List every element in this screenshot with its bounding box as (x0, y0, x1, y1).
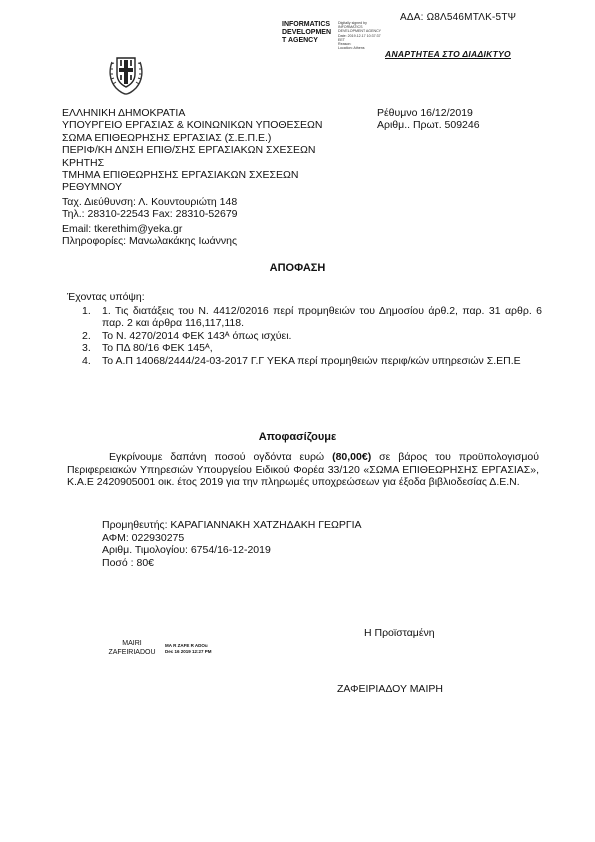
digital-signature-details (338, 21, 394, 50)
sender-line: ΥΠΟΥΡΓΕΙΟ ΕΡΓΑΣΙΑΣ & ΚΟΙΝΩΝΙΚΩΝ ΥΠΟΘΕΣΕΩΝ (62, 119, 323, 132)
stamp-detail-line: Date: 2019.12.17 10:37:37 (338, 33, 381, 38)
sender-info: Πληροφορίες: Μανωλακάκης Ιωάννης (62, 235, 238, 248)
stamp-detail-line: Location: Athens (338, 46, 365, 51)
signature-name-line: ZAFEIRIADOU (108, 649, 156, 656)
decision-amount: (80,00€) (332, 451, 372, 463)
sender-line: ΠΕΡΙΦ/ΚΗ ΔΝΣΗ ΕΠΙΘ/ΣΗΣ ΕΡΓΑΣΙΑΚΩΝ ΣΧΕΣΕΩΝ (62, 144, 316, 157)
list-item (72, 355, 542, 367)
list-text: Το Ν. 4270/2014 ΦΕΚ 143ᴬ όπως ισχύει. (102, 329, 292, 342)
sender-email: Email: tkerethim@yeka.gr (62, 222, 183, 235)
list-text: 1. Τις διατάξεις του Ν. 4412/02016 περί προμηθειών του Δημοσίου άρθ.2, παρ. 31 αρθρ. 6 παρ. 2 και άρθρα 116,117,118. (102, 305, 542, 330)
list-text: Το Α.Π 14068/2444/24-03-2017 Γ.Γ ΥΕΚΑ περί προμηθειών περιφ/κών υπηρεσιών Σ.ΕΠ.Ε (102, 354, 521, 367)
stamp-detail-line: EET (338, 37, 345, 42)
decision-text-before: Εγκρίνουμε δαπάνη ποσού ογδόντα ευρώ (109, 451, 333, 463)
digital-signature-meta (165, 643, 235, 654)
list-item (72, 305, 542, 330)
signatory-role: Η Προϊσταμένη (364, 627, 435, 639)
sender-line: ΤΜΗΜΑ ΕΠΙΘΕΩΡΗΣΗΣ ΕΡΓΑΣΙΑΚΩΝ ΣΧΕΣΕΩΝ (62, 169, 299, 182)
payment-amount: Ποσό : 80€ (102, 556, 155, 569)
stamp-line: T AGENCY (282, 37, 318, 44)
document-date: Ρέθυμνο 16/12/2019 (377, 107, 473, 119)
list-number: 3. (82, 342, 91, 355)
sender-line: ΕΛΛΗΝΙΚΗ ΔΗΜΟΚΡΑΤΙΑ (62, 107, 186, 119)
signer-name: ΖΑΦΕΙΡΙΑΔΟΥ ΜΑΙΡΗ (337, 683, 443, 695)
supplier: Προμηθευτής: ΚΑΡΑΓΙΑΝΝΑΚΗ ΧΑΤΖΗΔΑΚΗ ΓΕΩΡΓΙΑ (102, 519, 362, 531)
protocol-number: Αριθμ.. Πρωτ. 509246 (377, 119, 480, 132)
decision-text-after: σε βάρος του προϋπολογισμού Περιφερειακών Υπηρεσιών Υπουργείου Ειδικού Φορέα 33/120 «ΣΩΜΑ ΕΠΙΘΕΩΡΗΣΗΣ ΕΡΓΑΣΙΑΣ», Κ.Α.Ε 2420905001 οικ. έτος 2019 για την πληρωμές υποχρεώσεων για έξοδα βιβλιοδεσίας Δ.Ε.Ν. (67, 451, 539, 489)
considerations-intro: Έχοντας υπόψη: (67, 291, 145, 303)
list-item (72, 342, 542, 354)
publish-online-notice: ΑΝΑΡΤΗΤΕΑ ΣΤΟ ΔΙΑΔΙΚΤΥΟ (385, 49, 511, 59)
signature-meta-line: Dec 16 2019 12:27 PM (165, 648, 212, 654)
stamp-detail-line: Reason: (338, 42, 352, 47)
stamp-detail-line: DEVELOPMENT AGENCY (338, 29, 382, 34)
sender-line: ΣΩΜΑ ΕΠΙΘΕΩΡΗΣΗΣ ΕΡΓΑΣΙΑΣ (Σ.Ε.Π.Ε.) (62, 131, 272, 144)
list-number: 4. (82, 354, 91, 367)
date-protocol-block (377, 107, 480, 132)
decision-title: Αποφασίζουμε (258, 431, 337, 443)
payment-details (102, 519, 362, 569)
decision-text (67, 451, 539, 489)
stamp-detail-line: INFORMATICS (338, 25, 363, 30)
signature-meta-line: MA R ZAFE R ADOu (165, 643, 208, 648)
sender-address: Ταχ. Διεύθυνση: Λ. Κουντουριώτη 148 (62, 195, 238, 208)
sender-line: ΡΕΘΥΜΝΟΥ (62, 181, 123, 194)
tax-number: ΑΦΜ: 022930275 (102, 531, 185, 544)
list-number: 1. (82, 305, 91, 317)
sender-phone: Τηλ.: 28310-22543 Fax: 28310-52679 (62, 208, 238, 221)
stamp-detail-line: Digitally signed by (338, 21, 367, 25)
stamp-line: DEVELOPMEN (282, 29, 332, 36)
invoice-number: Αριθμ. Τιμολογίου: 6754/16-12-2019 (102, 544, 271, 557)
greek-coat-of-arms-icon (106, 52, 146, 96)
document-title: ΑΠΟΦΑΣΗ (269, 262, 326, 274)
list-text: Το ΠΔ 80/16 ΦΕΚ 145ᴬ, (102, 342, 213, 355)
digital-signature-name (104, 639, 160, 657)
ada-code: ΑΔΑ: Ω8Λ546ΜΤΛΚ-5ΤΨ (400, 12, 517, 23)
sender-line: ΚΡΗΤΗΣ (62, 156, 105, 169)
sender-block (62, 107, 352, 247)
signature-name-line: MAIRI (122, 640, 142, 647)
list-item (72, 330, 542, 342)
list-number: 2. (82, 329, 91, 342)
stamp-line: INFORMATICS (282, 21, 331, 28)
considerations-list (72, 305, 542, 367)
